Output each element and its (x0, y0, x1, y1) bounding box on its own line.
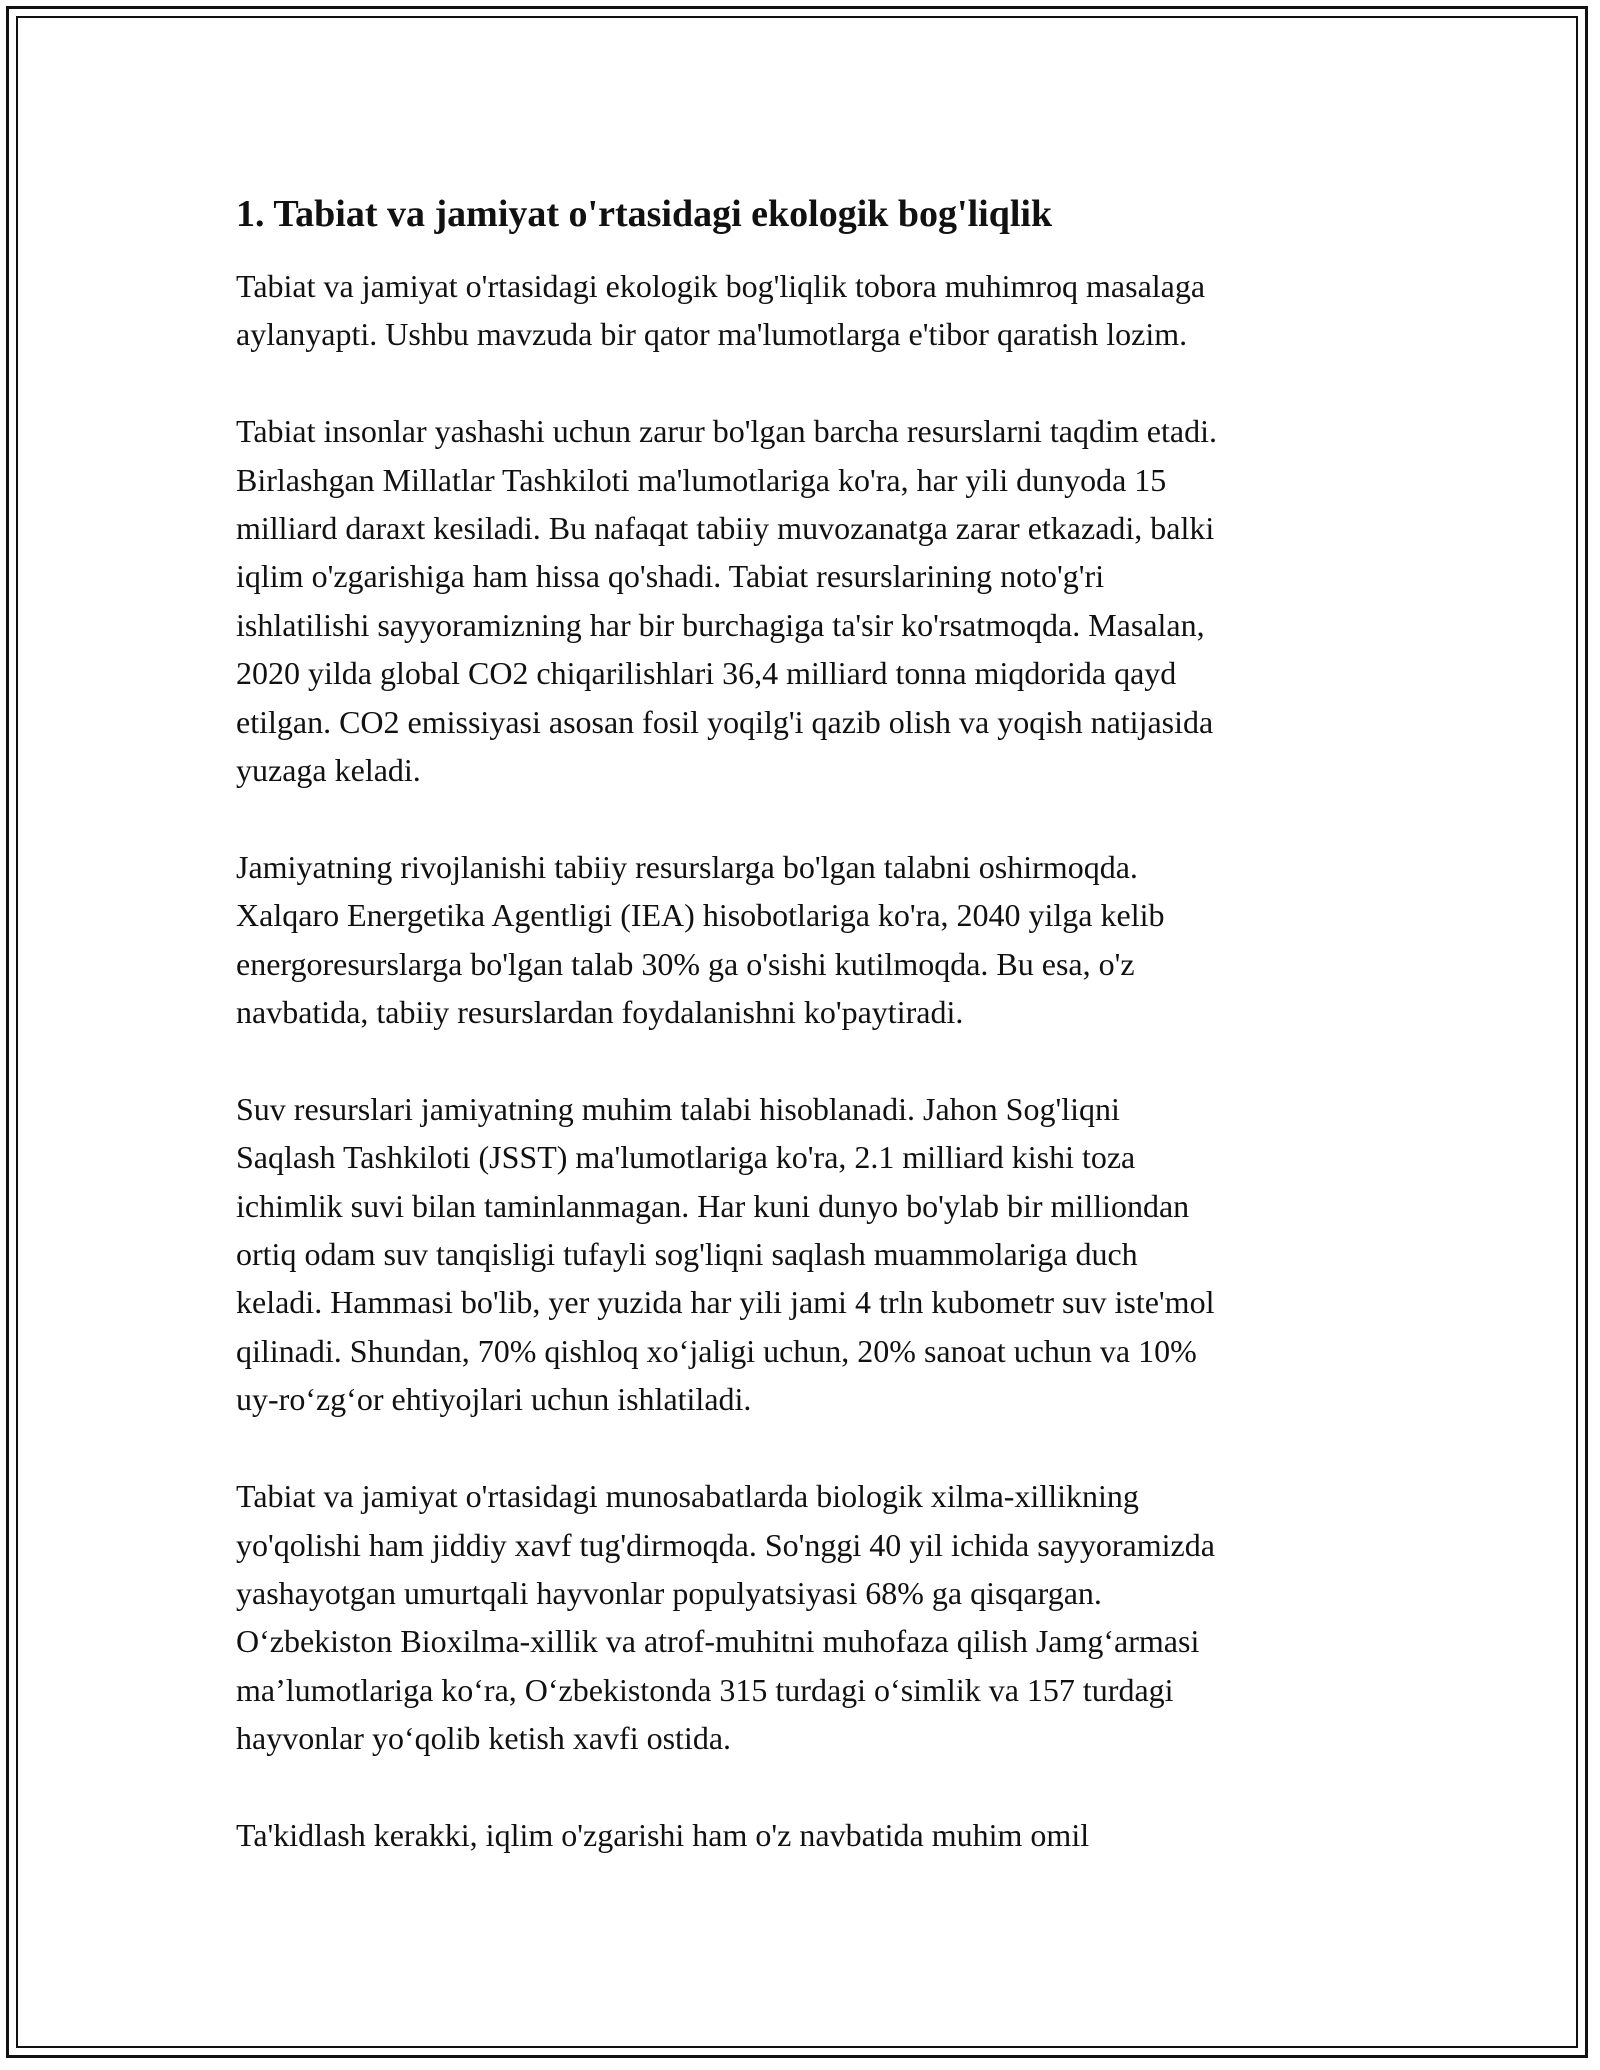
paragraph-line: ortiq odam suv tanqisligi tufayli sog'liqni saqlash muammolariga duch (236, 1236, 1138, 1273)
section-heading: 1. Tabiat va jamiyat o'rtasidagi ekologik bog'liqlik (236, 193, 1053, 235)
paragraph-line: yo'qolishi ham jiddiy xavf tug'dirmoqda. So'nggi 40 yil ichida sayyoramizda (236, 1526, 1215, 1563)
paragraph-line: Tabiat va jamiyat o'rtasidagi munosabatlarda biologik xilma-xillikning (236, 1478, 1139, 1515)
paragraph-line: etilgan. CO2 emissiyasi asosan fosil yoqilg'i qazib olish va yoqish natijasida (236, 703, 1214, 740)
paragraph-line: Birlashgan Millatlar Tashkiloti ma'lumotlariga ko'ra, har yili dunyoda 15 (236, 461, 1167, 498)
paragraph-line: Ta'kidlash kerakki, iqlim o'zgarishi ham o'z navbatida muhim omil (236, 1816, 1090, 1853)
paragraph-line: energoresurslarga bo'lgan talab 30% ga o'sishi kutilmoqda. Bu esa, o'z (236, 945, 1135, 982)
paragraph-line: iqlim o'zgarishiga ham hissa qo'shadi. Tabiat resurslarining noto'g'ri (236, 558, 1105, 595)
paragraph-line: Tabiat insonlar yashashi uchun zarur bo'lgan barcha resurslarni taqdim etadi. (236, 413, 1217, 450)
paragraph (236, 262, 1376, 359)
paragraph-line: yuzaga keladi. (236, 752, 421, 789)
paragraph-line: keladi. Hammasi bo'lib, yer yuzida har yili jami 4 trln kubometr suv iste'mol (236, 1284, 1215, 1321)
paragraph-line: ichimlik suvi bilan taminlanmagan. Har kuni dunyo bo'ylab bir milliondan (236, 1187, 1190, 1224)
paragraph-line: uy-ro‘zg‘or ehtiyojlari uchun ishlatiladi. (236, 1381, 752, 1418)
paragraph (236, 407, 1376, 794)
paragraph (236, 1472, 1376, 1762)
paragraph-line: Suv resurslari jamiyatning muhim talabi hisoblanadi. Jahon Sog'liqni (236, 1090, 1120, 1127)
paragraph-line: milliard daraxt kesiladi. Bu nafaqat tabiiy muvozanatga zarar etkazadi, balki (236, 510, 1215, 547)
paragraph-line: aylanyapti. Ushbu mavzuda bir qator ma'lumotlarga e'tibor qaratish lozim. (236, 316, 1188, 353)
paragraph-line: O‘zbekiston Bioxilma-xillik va atrof-muhitni muhofaza qilish Jamg‘armasi (236, 1623, 1200, 1660)
paragraph-line: Xalqaro Energetika Agentligi (IEA) hisobotlariga ko'ra, 2040 yilga kelib (236, 897, 1165, 934)
paragraph-line: ishlatilishi sayyoramizning har bir burchagiga ta'sir ko'rsatmoqda. Masalan, (236, 606, 1205, 643)
paragraph-line: 2020 yilda global CO2 chiqarilishlari 36,4 milliard tonna miqdorida qayd (236, 655, 1177, 692)
paragraph (236, 843, 1376, 1037)
paragraph-line: Jamiyatning rivojlanishi tabiiy resurslarga bo'lgan talabni oshirmoqda. (236, 848, 1138, 885)
document-body (236, 186, 1376, 1908)
paragraph-list (236, 262, 1376, 1859)
paragraph-line: Saqlash Tashkiloti (JSST) ma'lumotlariga ko'ra, 2.1 milliard kishi toza (236, 1139, 1136, 1176)
paragraph-line: hayvonlar yo‘qolib ketish xavfi ostida. (236, 1720, 732, 1757)
paragraph-line: navbatida, tabiiy resurslardan foydalanishni ko'paytiradi. (236, 994, 964, 1031)
paragraph (236, 1085, 1376, 1424)
paragraph-line: qilinadi. Shundan, 70% qishloq xo‘jaligi uchun, 20% sanoat uchun va 10% (236, 1332, 1197, 1369)
paragraph-line: Tabiat va jamiyat o'rtasidagi ekologik bog'liqlik tobora muhimroq masalaga (236, 268, 1206, 304)
paragraph-line: yashayotgan umurtqali hayvonlar populyatsiyasi 68% ga qisqargan. (236, 1574, 1102, 1611)
paragraph (236, 1811, 1376, 1859)
paragraph-line: ma’lumotlariga ko‘ra, O‘zbekistonda 315 turdagi o‘simlik va 157 turdagi (236, 1671, 1174, 1708)
